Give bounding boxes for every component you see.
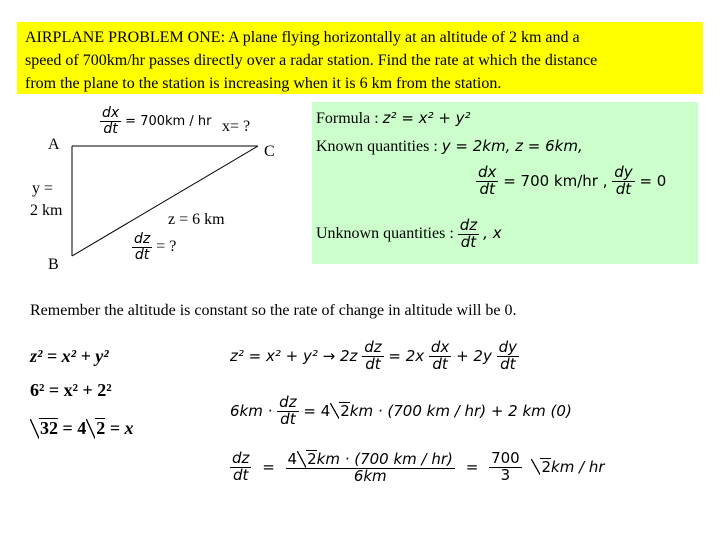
diff-mid: = 2x	[388, 346, 429, 365]
sub-eq: = 4	[303, 401, 331, 420]
y-label-2: 2 km	[30, 202, 63, 219]
unknown-row	[316, 218, 502, 251]
known-equation: y = 2km, z = 6km,	[441, 137, 583, 155]
sub-tail: km · (700 km / hr) + 2 km (0)	[349, 401, 572, 420]
sub-dzdt	[277, 395, 298, 428]
final-big-fraction	[286, 450, 455, 485]
dxdt-given	[100, 106, 211, 136]
problem-line-1: AIRPLANE PROBLEM ONE: A plane flying horizontally at an altitude of 2 km and a	[25, 29, 580, 46]
problem-line-3: from the plane to the station is increasing when it is 6 km from the station.	[25, 75, 502, 92]
known-dxdt-num: dx	[478, 163, 497, 181]
known-dydt-num: dy	[614, 163, 633, 181]
final-row	[230, 450, 605, 485]
known-rates-row	[476, 165, 666, 198]
final-big-num-pre: 4	[287, 450, 298, 468]
dxdt-value: = 700km / hr	[125, 113, 212, 129]
final-dzdt	[230, 451, 251, 484]
known-dydt-fraction	[612, 165, 634, 198]
dxdt-num: dx	[102, 105, 120, 121]
dzdt-num: dz	[134, 231, 151, 247]
known-dydt-value: = 0	[639, 171, 667, 190]
unknown-dzdt-den: dt	[460, 232, 477, 251]
diff-dxdt-num: dx	[430, 338, 450, 356]
formula-row	[316, 109, 471, 128]
x-unknown: x= ?	[222, 118, 251, 135]
known-row	[316, 137, 583, 156]
unknown-label: Unknown quantities :	[316, 224, 458, 242]
final-unit: km / hr	[551, 457, 605, 476]
dzdt-fraction	[132, 232, 152, 262]
step3-tail: = x	[105, 418, 134, 438]
dxdt-den: dt	[103, 120, 118, 137]
diff-plus: + 2y	[456, 346, 497, 365]
final-big-num	[286, 450, 455, 469]
final-result-den: 3	[500, 465, 511, 484]
formula-equation: z² = x² + y²	[382, 109, 471, 127]
sub-dzdt-den: dt	[280, 409, 296, 428]
known-dydt-den: dt	[615, 179, 632, 198]
reminder-text: Remember the altitude is constant so the rate of change in altitude will be 0.	[30, 302, 517, 319]
diff-dxdt	[429, 340, 451, 373]
final-eq2: =	[465, 457, 479, 476]
final-sqrt-2: 2	[541, 457, 552, 476]
dxdt-fraction	[100, 106, 121, 136]
diff-dzdt	[362, 340, 383, 373]
diff-lhs: z² = x² + y² → 2z	[230, 346, 358, 365]
diff-dydt-num: dy	[498, 338, 518, 356]
sub-lhs: 6km ·	[230, 401, 273, 420]
unknown-dzdt-num: dz	[459, 216, 478, 234]
final-big-den: 6km	[353, 466, 387, 485]
differentiate-row	[230, 340, 519, 373]
step-substitute: 6² = x² + 2²	[30, 380, 112, 400]
diff-dydt	[497, 340, 519, 373]
z-label: z = 6 km	[168, 211, 225, 228]
problem-line-2: speed of 700km/hr passes directly over a radar station. Find the rate at which the distance	[25, 52, 598, 69]
final-dzdt-num: dz	[232, 449, 250, 467]
known-dxdt-value: = 700 km/hr ,	[503, 171, 608, 190]
unknown-dzdt-fraction	[458, 218, 479, 251]
step-pythagorean: z² = x² + y²	[30, 346, 109, 366]
substitution-row	[230, 395, 572, 428]
diff-dydt-den: dt	[500, 354, 516, 373]
diff-dzdt-den: dt	[365, 354, 381, 373]
label-a: A	[48, 136, 60, 153]
known-label: Known quantities :	[316, 138, 442, 155]
final-result-fraction	[489, 451, 522, 484]
label-c: C	[264, 143, 275, 160]
step3-mid: = 4	[58, 418, 87, 438]
dzdt-unknown	[132, 232, 176, 262]
known-dxdt-den: dt	[479, 179, 495, 198]
final-big-num-tail: km · (700 km / hr)	[316, 450, 453, 468]
diff-dxdt-den: dt	[432, 354, 448, 373]
dzdt-den: dt	[134, 246, 150, 263]
final-result-num: 700	[491, 449, 520, 467]
y-label-1: y =	[32, 180, 54, 197]
final-eq: =	[262, 457, 275, 476]
known-dxdt-fraction	[476, 165, 498, 198]
dzdt-value: = ?	[156, 237, 177, 255]
sqrt-2: 2	[96, 418, 106, 438]
final-dzdt-den: dt	[233, 465, 249, 484]
final-big-sqrt: 2	[307, 450, 317, 468]
sqrt-32: 32	[40, 418, 58, 438]
formula-label: Formula :	[316, 110, 383, 127]
unknown-tail: , x	[483, 223, 502, 242]
label-b: B	[48, 256, 59, 273]
sub-sqrt-2: 2	[340, 401, 350, 420]
sub-dzdt-num: dz	[279, 393, 297, 411]
diff-dzdt-num: dz	[364, 338, 382, 356]
step-solve-x	[30, 418, 134, 439]
